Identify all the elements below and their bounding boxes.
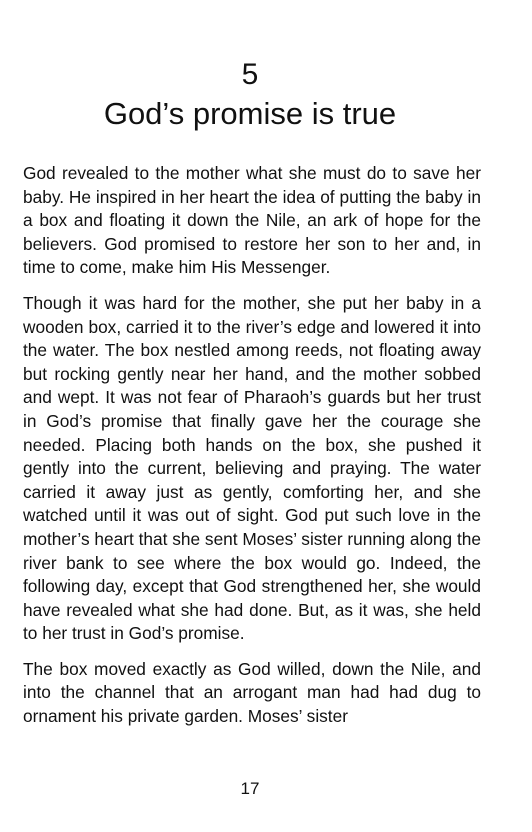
paragraph-1: God revealed to the mother what she must do to save her baby. He inspired in her heart the idea of putting the baby in a box and floating it down the Nile, an ark of hope for the believers. God promised to restore her son to her and, in time to come, make him His Messenger. xyxy=(23,163,481,278)
chapter-body xyxy=(23,162,481,741)
paragraph-2: Though it was hard for the mother, she put her baby in a wooden box, carried it to the river’s edge and lowered it into the water. The box nestled among reeds, not floating away but rocking gently near her hand, and the mother sobbed and wept. It was not fear of Pharaoh’s guards but her trust in God’s promise that finally gave her the courage she needed. Placing both hands on the box, she pushed it gently into the current, believing and praying. The water carried it away just as gently, comforting her, and she watched until it was out of sight. God put such love in the mother’s heart that she sent Moses’ sister running along the river bank to see where the box would go. Indeed, the following day, except that God strengthened her, she would have revealed what she had done. But, as it was, she held to her trust in God’s promise. xyxy=(23,292,481,644)
chapter-title: God’s promise is true xyxy=(103,96,397,131)
chapter-number: 5 xyxy=(241,58,259,91)
page-number: 17 xyxy=(240,779,260,798)
paragraph-3: The box moved exactly as God willed, down the Nile, and into the channel that an arrogant man had had dug to ornament his private garden. Moses’ sister xyxy=(23,658,481,727)
